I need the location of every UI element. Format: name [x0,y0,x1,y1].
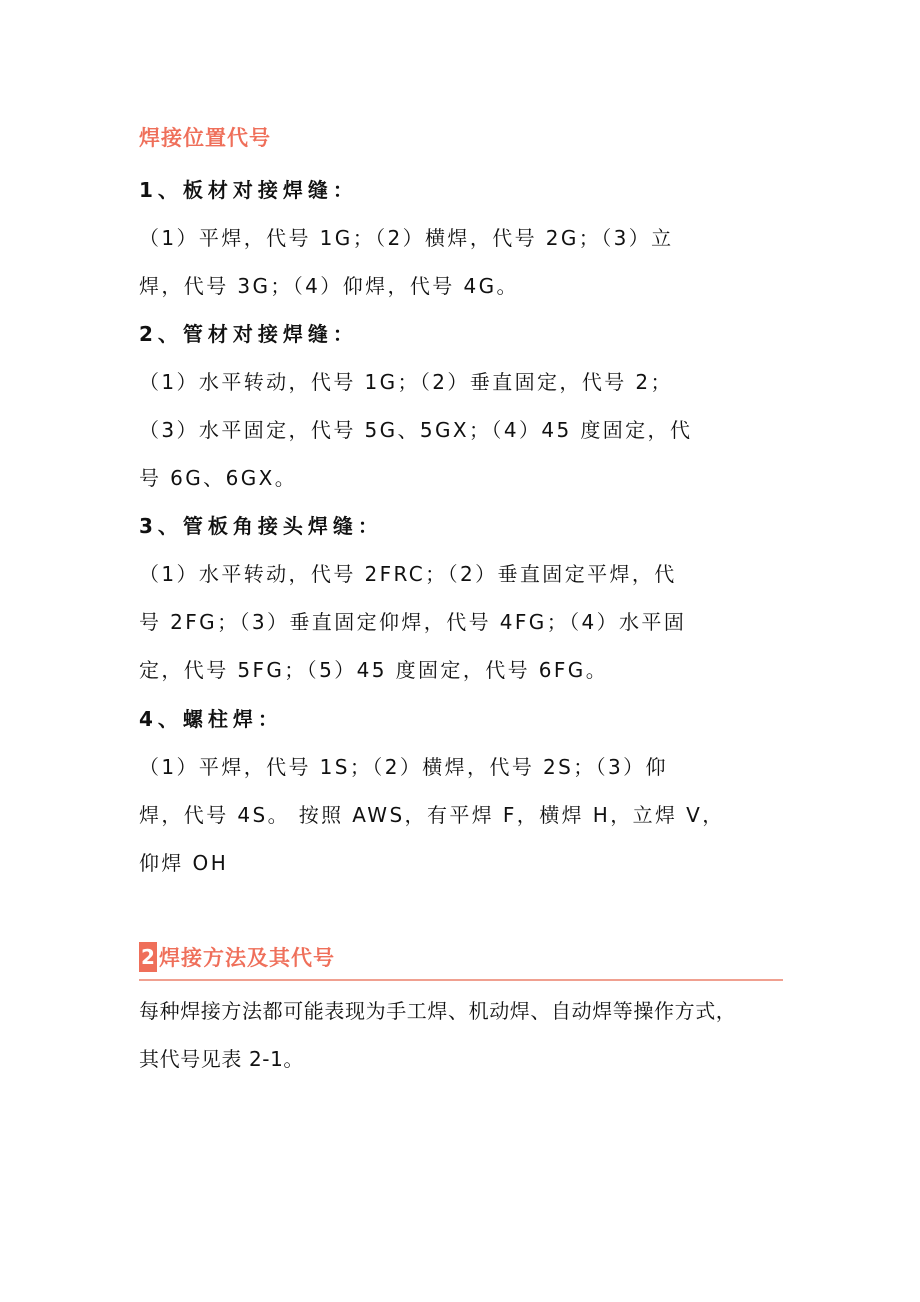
paragraph-line: （1）水平转动，代号 1G；（2）垂直固定，代号 2； [139,370,673,394]
paragraph-line: （1）水平转动，代号 2FRC；（2）垂直固定平焊，代 [139,562,677,586]
paragraph-line: 焊，代号 4S。 按照 AWS，有平焊 F，横焊 H，立焊 V， [139,803,725,827]
paragraph-line: 号 6G、6GX。 [139,466,298,490]
paragraph-line: （1）平焊，代号 1G；（2）横焊，代号 2G；（3）立 [139,226,674,250]
section-title-welding-position-codes: 焊接位置代号 [139,126,271,150]
heading-stud-weld: 4、螺柱焊： [139,707,283,731]
heading-plate-butt-weld: 1、板材对接焊缝： [139,178,358,202]
paragraph-line: （3）水平固定，代号 5G、5GX；（4）45 度固定，代 [139,418,693,442]
section-divider [139,979,783,981]
paragraph-line: 定，代号 5FG；（5）45 度固定，代号 6FG。 [139,658,609,682]
paragraph-line: （1）平焊，代号 1S；（2）横焊，代号 2S；（3）仰 [139,755,668,779]
paragraph-line: 焊，代号 3G；（4）仰焊，代号 4G。 [139,274,519,298]
heading-pipe-butt-weld: 2、管材对接焊缝： [139,322,358,346]
heading-pipe-plate-fillet-weld: 3、管板角接头焊缝： [139,514,383,538]
section-heading-welding-methods [139,940,335,974]
paragraph-line: 每种焊接方法都可能表现为手工焊、机动焊、自动焊等操作方式， [139,999,737,1023]
paragraph-line: 其代号见表 2-1。 [139,1047,305,1071]
paragraph-line: 号 2FG；（3）垂直固定仰焊，代号 4FG；（4）水平固 [139,610,687,634]
section-title-welding-methods: 焊接方法及其代号 [159,946,335,970]
paragraph-line: 仰焊 OH [139,851,229,875]
section-number-badge: 2 [139,942,157,972]
